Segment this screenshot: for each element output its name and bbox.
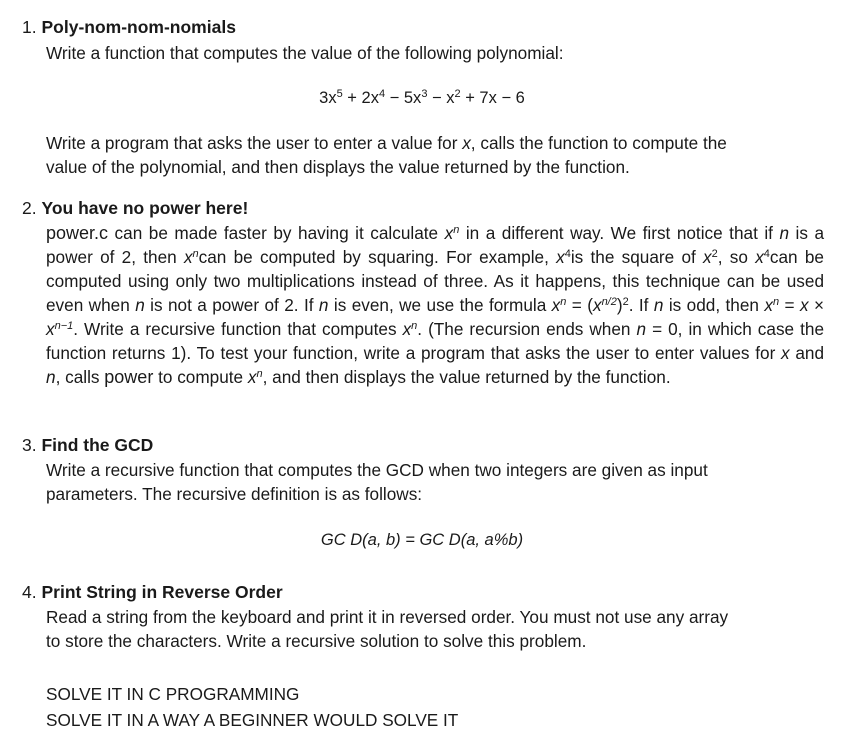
exponent: n [256, 368, 263, 380]
note-line-1: SOLVE IT IN C PROGRAMMING [46, 684, 300, 704]
problem-3-title: Find the GCD [41, 435, 154, 455]
problem-3-line-1: Write a recursive function that computes the GCD when two integers are given as input [46, 460, 708, 480]
text: is the square of [570, 247, 704, 267]
variable: x [46, 319, 55, 339]
variable: x [551, 295, 561, 315]
problem-1-body-line-2: value of the polynomial, and then displays the value returned by the function. [46, 157, 630, 177]
text: to compute [153, 367, 248, 387]
text: , calls the function to compute the [470, 133, 727, 153]
formula-term: + 2x [342, 89, 379, 107]
formula-term: 3x [319, 89, 337, 107]
exponent: n [192, 248, 199, 260]
variable: n [135, 295, 145, 315]
variable: x [781, 343, 790, 363]
problem-1-number: 1. [22, 17, 37, 37]
variable: n [318, 295, 329, 315]
exponent: 2 [622, 296, 629, 308]
variable: x [703, 247, 712, 267]
text: , calls [55, 367, 105, 387]
variable: x [592, 295, 602, 315]
problem-3-number: 3. [22, 435, 37, 455]
text: and [789, 343, 825, 363]
text: is even, we use the formula [328, 295, 552, 315]
problem-2-heading [22, 197, 248, 219]
text: ) [616, 295, 623, 315]
text: , and then displays the value returned by the function. [262, 367, 671, 387]
formula-exponent: 5 [336, 88, 343, 100]
text: = ( [566, 295, 593, 315]
text: × [808, 295, 824, 315]
problem-1-heading [22, 16, 236, 38]
problem-3-heading [22, 434, 153, 456]
problem-4-number: 4. [22, 582, 37, 602]
variable: x [462, 133, 471, 153]
variable: x [755, 247, 764, 267]
code-name: power.c [46, 223, 109, 243]
variable: x [183, 247, 193, 267]
code-name: power [104, 367, 154, 387]
text: is odd, then [663, 295, 765, 315]
variable: x [444, 223, 454, 243]
formula-term: − 5x [385, 89, 422, 107]
variable: n [779, 223, 790, 243]
exponent: n [411, 320, 418, 332]
problem-1-body [46, 131, 824, 179]
problem-1-intro: Write a function that computes the value of the following polynomial: [46, 43, 564, 63]
formula-exponent: 2 [454, 88, 461, 100]
variable: x [556, 247, 565, 267]
text: is a power of 2, then [46, 223, 825, 267]
problem-2-title: You have no power here! [41, 198, 249, 218]
gcd-formula: GC D(a, b) = GC D(a, a%b) [320, 531, 524, 549]
text: = [779, 295, 800, 315]
problem-4-title: Print String in Reverse Order [41, 582, 283, 602]
variable: x [402, 319, 412, 339]
text: can be made faster by having it calculate [108, 223, 445, 243]
text: . (The recursion ends when [417, 319, 637, 339]
text: in a different way. We first notice that if [459, 223, 780, 243]
exponent: n/2 [601, 296, 617, 308]
text: is not a power of 2. If [144, 295, 319, 315]
formula-exponent: 4 [378, 88, 386, 100]
exponent: 2 [711, 248, 718, 260]
problem-3-body [46, 458, 824, 506]
text: can be computed by squaring. For example, [198, 247, 557, 267]
text: Write a program that asks the user to enter a value for [46, 133, 463, 153]
problem-4-line-1: Read a string from the keyboard and print it in reversed order. You must not use any array [46, 607, 729, 627]
exponent: n−1 [54, 320, 74, 332]
formula-exponent: 3 [421, 88, 428, 100]
exponent: n [560, 296, 567, 308]
formula-term: + 7x − 6 [460, 89, 525, 107]
variable: x [247, 367, 257, 387]
variable: n [46, 367, 56, 387]
text: can be computed using only two multiplications instead of three. As it happens, this technique can be used even when [46, 247, 824, 315]
polynomial-formula [0, 87, 844, 109]
instructions-note [46, 681, 824, 733]
problem-4-body [46, 605, 824, 653]
problem-4-heading [22, 581, 283, 603]
variable: n [636, 319, 647, 339]
problem-1-body-line-1 [46, 131, 824, 155]
variable: x [764, 295, 773, 315]
exponent: 4 [763, 248, 770, 260]
exponent: 4 [564, 248, 571, 260]
text: = 0, in which case the function returns 1). To test your function, write a program that asks the user to enter values for [46, 319, 825, 363]
variable: n [653, 295, 664, 315]
variable: x [799, 295, 809, 315]
note-line-2: SOLVE IT IN A WAY A BEGINNER WOULD SOLVE IT [46, 710, 459, 730]
text: , so [717, 247, 756, 267]
problem-1-title: Poly-nom-nom-nomials [41, 17, 236, 37]
exponent: n [772, 296, 780, 308]
problem-2-number: 2. [22, 198, 37, 218]
problem-3-line-2: parameters. The recursive definition is as follows: [46, 484, 423, 504]
formula-term: − x [427, 89, 455, 107]
exponent: n [453, 224, 460, 236]
problem-4-line-2: to store the characters. Write a recursive solution to solve this problem. [46, 631, 587, 651]
text: . If [628, 295, 654, 315]
text: . Write a recursive function that computes [73, 319, 403, 339]
problem-2-body [46, 221, 824, 389]
